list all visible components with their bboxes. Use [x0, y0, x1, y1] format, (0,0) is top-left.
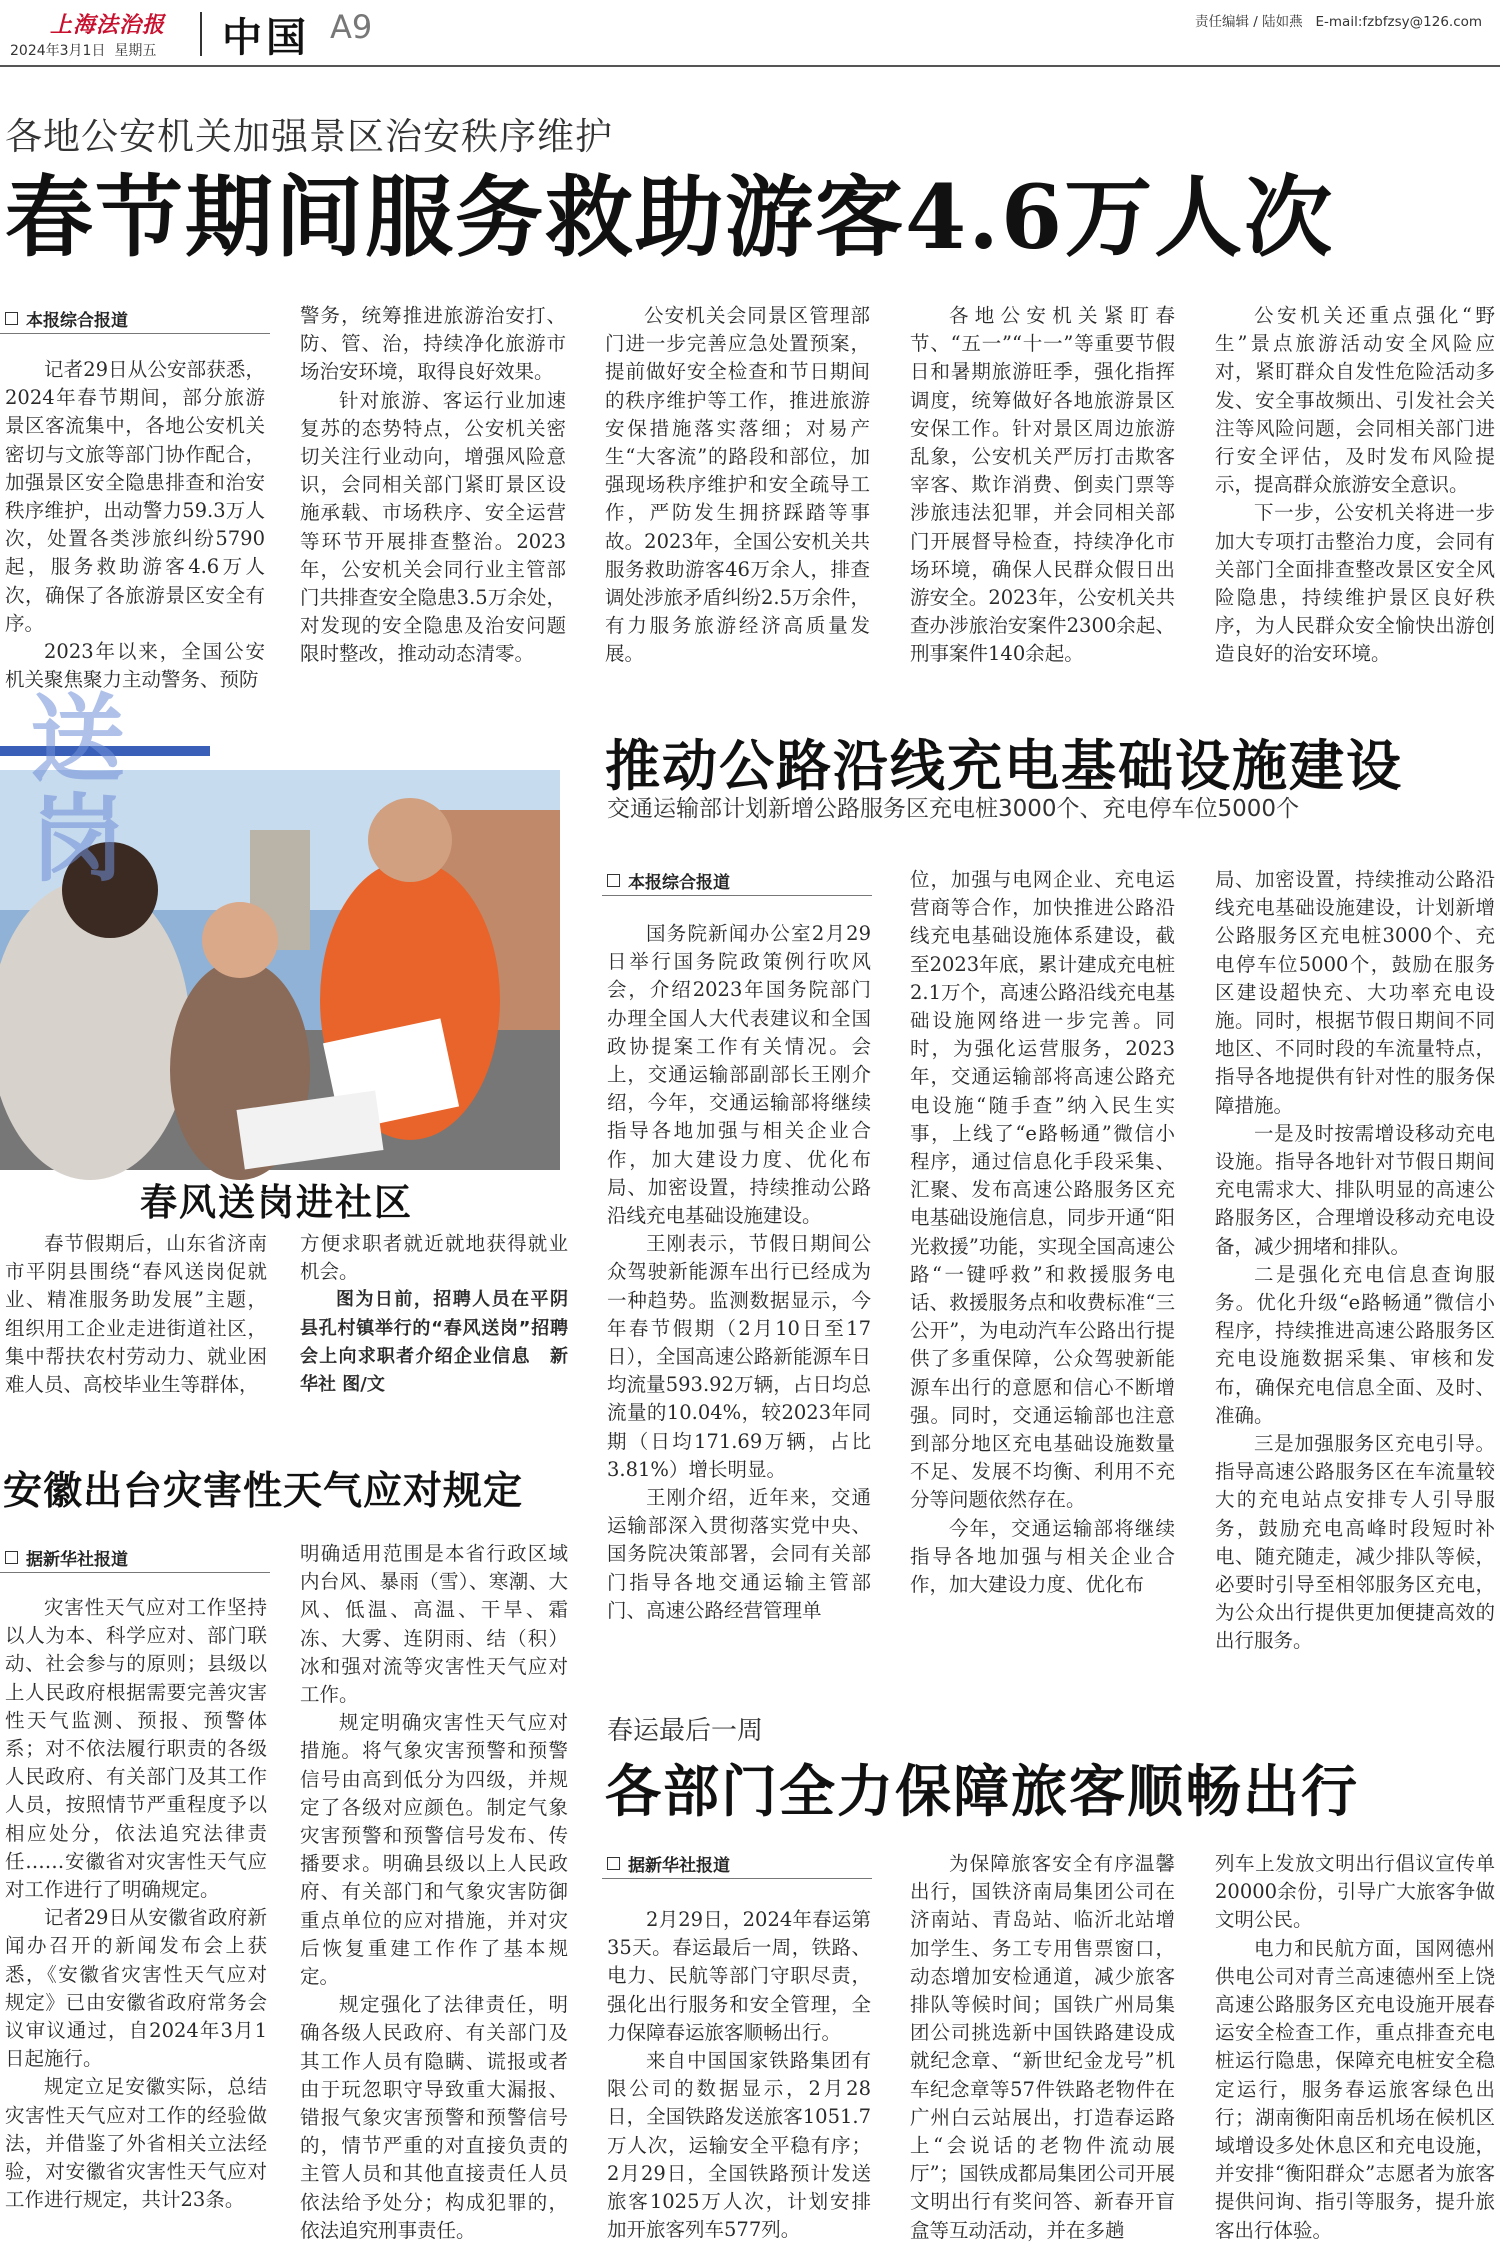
rail-col-3 [1215, 1850, 1495, 2246]
editor-credit: 责任编辑 / 陆如燕 E-mail:fzbfzsy@126.com [1195, 14, 1483, 30]
caption-text: 图为日前，招聘人员在平阴县孔村镇举行的“春风送岗”招聘会上向求职者介绍企业信息 [300, 1289, 568, 1367]
paragraph: 国务院新闻办公室2月29日举行国务院政策例行吹风会，介绍2023年国务院部门办理全国人大代表建议和全国政协提案工作有关情况。会上，交通运输部副部长王刚介绍，今年，交通运输部将继续指导各地加强与相关企业合作，加大建设力度、优化布局、加密设置，持续推动公路沿线充电基础设施建设。 [607, 922, 871, 1228]
photo-col-2 [300, 1230, 568, 1400]
paragraph: 2月29日，2024年春运第35天。春运最后一周，铁路、电力、民航等部门守职尽责，强化出行服务和安全管理，全力保障春运旅客顺畅出行。 [607, 1908, 871, 2044]
paragraph: 针对旅游、客运行业加速复苏的态势特点，公安机关密切关注行业动向，增强风险意识，会同相关部门紧盯景区设施承载、市场秩序、安全运营等环节开展排查整治。2023年，公安机关会同行业主管部门共排查安全隐患3.5万余处，对发现的安全隐患及治安问题限时整改，推动动态清零。 [300, 388, 566, 666]
paragraph: 规定强化了法律责任，明确各级人民政府、有关部门及其工作人员有隐瞒、谎报或者由于玩忽职守导致重大漏报、错报气象灾害预警和预警信号的，情节严重的对直接负责的主管人员和其他直接责任人员依法给予处分；构成犯罪的，依法追究刑事责任。 [300, 1993, 568, 2242]
paragraph: 三是加强服务区充电引导。指导高速公路服务区在车流量较大的充电站点安排专人引导服务，鼓励充电高峰时段短时补电、随充随走，减少排队等候，必要时引导至相邻服务区充电，为公众出行提供更加便捷高效的出行服务。 [1215, 1432, 1495, 1653]
paragraph: 明确适用范围是本省行政区域内台风、暴雨（雪）、寒潮、大风、低温、高温、干旱、霜冻、大雾、连阴雨、结（积）冰和强对流等灾害性天气应对工作。 [300, 1542, 568, 1707]
section-name: 中国 [222, 15, 310, 61]
top-col-4 [910, 302, 1175, 672]
paragraph: 今年，交通运输部将继续指导各地加强与相关企业合作，加大建设力度、优化布 [910, 1516, 1175, 1597]
byline-text: 据新华社报道 [26, 1550, 128, 1570]
byline-text: 本报综合报道 [26, 311, 128, 331]
byline-box-icon [607, 1857, 620, 1870]
paragraph: 规定立足安徽实际，总结灾害性天气应对工作的经验做法，并借鉴了外省相关立法经验，对安徽省灾害性天气应对工作进行规定，共计23条。 [5, 2075, 267, 2212]
masthead-divider [200, 12, 202, 56]
paragraph: 警务，统筹推进旅游治安打、防、管、治，持续净化旅游市场治安环境，取得良好效果。 [300, 304, 566, 384]
badge-calligraphy: 送岗 [30, 684, 126, 895]
paragraph: 春节假期后，山东省济南市平阴县围绕“春风送岗促就业、精准服务助发展”主题，组织用工企业走进街道社区，集中帮扶农村劳动力、就业困难人员、高校毕业生等群体， [5, 1232, 267, 1397]
caption-credit: 新华社 图/文 [300, 1345, 569, 1396]
charging-headline: 推动公路沿线充电基础设施建设 [605, 733, 1404, 798]
paragraph: 王刚介绍，近年来，交通运输部深入贯彻落实党中央、国务院决策部署，会同有关部门指导各地交通运输主管部门、高速公路经营管理单 [607, 1486, 871, 1622]
byline-box-icon [607, 874, 620, 887]
anhui-byline [5, 1545, 128, 1570]
paragraph: 电力和民航方面，国网德州供电公司对青兰高速德州至上饶高速公路服务区充电设施开展春运安全检查工作，重点排查充电桩运行隐患，保障充电桩安全稳定运行，服务春运旅客绿色出行；湖南衡阳南岳机场在候机区域增设多处休息区和充电设施，并安排“衡阳群众”志愿者为旅客提供问询、指引等服务，提升旅客出行体验。 [1215, 1936, 1495, 2242]
top-headline: 春节期间服务救助游客4.6万人次 [5, 165, 1335, 269]
rail-headline: 各部门全力保障旅客顺畅出行 [605, 1759, 1359, 1825]
page-number: A9 [330, 8, 373, 46]
paragraph: 一是及时按需增设移动充电设施。指导各地针对节假日期间充电需求大、排队明显的高速公路服务区，合理增设移动充电设备，减少拥堵和排队。 [1215, 1121, 1495, 1258]
paragraph: 方便求职者就近就地获得就业机会。 [300, 1232, 568, 1284]
rail-col-2 [910, 1850, 1175, 2246]
top-kicker: 各地公安机关加强景区治安秩序维护 [5, 115, 613, 158]
paragraph: 二是强化充电信息查询服务。优化升级“e路畅通”微信小程序，持续推进高速公路服务区充电设施数据采集、审核和发布，确保充电信息全面、及时、准确。 [1215, 1262, 1495, 1427]
charging-col-1 [607, 920, 871, 1668]
paragraph: 记者29日从安徽省政府新闻办召开的新闻发布会上获悉，《安徽省灾害性天气应对规定》已由安徽省政府常务会议审议通过，自2024年3月1日起施行。 [5, 1906, 267, 2071]
masthead-rule [0, 65, 1500, 67]
photo-caption [300, 1286, 568, 1399]
byline-text: 据新华社报道 [628, 1856, 730, 1876]
charging-subhead: 交通运输部计划新增公路服务区充电桩3000个、充电停车位5000个 [607, 796, 1300, 822]
top-col-3 [605, 302, 870, 672]
paragraph: 规定明确灾害性天气应对措施。将气象灾害预警和预警信号由高到低分为四级，并规定了各级对应颜色。制定气象灾害预警和预警信号发布、传播要求。明确县级以上人民政府、有关部门和气象灾害防御重点单位的应对措施，并对灾后恢复重建工作作了基本规定。 [300, 1711, 568, 1989]
byline-box-icon [5, 312, 18, 325]
paragraph: 为保障旅客安全有序温馨出行，国铁济南局集团公司在济南站、青岛站、临沂北站增加学生、务工专用售票窗口，动态增加安检通道，减少旅客排队等候时间；国铁广州局集团公司挑选新中国铁路建设成就纪念章、“新世纪金龙号”机车纪念章等57件铁路老物件在广州白云站展出，打造春运路上“会说话的老物件流动展厅”；国铁成都局集团公司开展文明出行有奖问答、新春开盲盒等互动活动，并在多趟 [910, 1852, 1175, 2242]
paragraph: 下一步，公安机关将进一步加大专项打击整治力度，会同有关部门全面排查整改景区安全风险隐患，持续维护景区良好秩序，为人民群众安全愉快出游创造良好的治安环境。 [1215, 501, 1495, 666]
paragraph: 灾害性天气应对工作坚持以人为本、科学应对、部门联动、社会参与的原则；县级以上人民政府根据需要完善灾害性天气监测、预报、预警体系；对不依法履行职责的各级人民政府、有关部门及其工作人员，按照情节严重程度予以相应处分，依法追究法律责任……安徽省对灾害性天气应对工作进行了明确规定。 [5, 1596, 267, 1902]
paragraph: 公安机关还重点强化“野生”景点旅游活动安全风险应对，紧盯群众自发性危险活动多发、安全事故频出、引发社会关注等风险问题，会同相关部门进行安全评估，及时发布风险提示，提高群众旅游安全意识。 [1215, 304, 1495, 497]
byline-underline [0, 1572, 270, 1573]
top-col-1 [5, 356, 265, 692]
anhui-col-1 [5, 1594, 267, 2244]
rail-col-1 [607, 1906, 871, 2246]
newspaper-logo: 上海法治报 [50, 12, 166, 38]
paragraph: 2023年以来，全国公安机关聚焦聚力主动警务、预防 [5, 640, 265, 692]
top-byline [5, 306, 128, 331]
paragraph: 记者29日从公安部获悉，2024年春节期间，部分旅游景区客流集中，各地公安机关密切与文旅等部门协作配合，加强景区安全隐患排查和治安秩序维护，出动警力59.3万人次，处置各类涉旅纠纷5790起，服务救助游客4.6万人次，确保了各旅游景区安全有序。 [5, 358, 265, 635]
anhui-headline: 安徽出台灾害性天气应对规定 [3, 1468, 524, 1514]
paragraph: 来自中国国家铁路集团有限公司的数据显示，2月28日，全国铁路发送旅客1051.7万人次，运输安全平稳有序；2月29日，全国铁路预计发送旅客1025万人次，计划安排加开旅客列车577列。 [607, 2049, 871, 2242]
paragraph: 王刚表示，节假日期间公众驾驶新能源车出行已经成为一种趋势。监测数据显示，今年春节假期（2月10日至17日），全国高速公路新能源车日均流量593.92万辆，占日均总流量的10.04%，较2023年同期（日均171.69万辆，占比3.81%）增长明显。 [607, 1232, 871, 1481]
photo-col-1 [5, 1230, 267, 1400]
paragraph: 公安机关会同景区管理部门进一步完善应急处置预案，提前做好安全检查和节日期间的秩序维护等工作，推进旅游安保措施落实落细；对易产生“大客流”的路段和部位，加强现场秩序维护和安全疏导工作，严防发生拥挤踩踏等事故。2023年，全国公安机关共服务救助游客46万余人，排查调处涉旅矛盾纠纷2.5万余件，有力服务旅游经济高质量发展。 [605, 304, 871, 666]
charging-col-3 [1215, 866, 1495, 1668]
byline-box-icon [5, 1551, 18, 1564]
paragraph: 局、加密设置，持续推动公路沿线充电基础设施建设，计划新增公路服务区充电桩3000个、充电停车位5000个，鼓励在服务区建设超快充、大功率充电设施。同时，根据节假日期间不同地区、不同时段的车流量特点，指导各地提供有针对性的服务保障措施。 [1215, 868, 1495, 1117]
byline-underline [602, 895, 872, 896]
rail-byline [607, 1851, 730, 1876]
anhui-col-2 [300, 1540, 568, 2245]
paragraph: 位，加强与电网企业、充电运营商等合作，加快推进公路沿线充电基础设施体系建设，截至2023年底，累计建成充电桩2.1万个，高速公路沿线充电基础设施网络进一步完善。同时，为强化运营服务，2023年，交通运输部将高速公路充电设施“随手查”纳入民生实事，上线了“e路畅通”微信小程序，通过信息化手段采集、汇聚、发布高速公路服务区充电基础设施信息，同步开通“阳光救援”功能，实现全国高速公路“一键呼救”和救援服务电话、救援服务点和收费标准“三公开”，为电动汽车公路出行提供了多重保障，公众驾驶新能源车出行的意愿和信心不断增强。同时，交通运输部也注意到部分地区充电基础设施数量不足、发展不均衡、利用不充分等问题依然存在。 [910, 868, 1176, 1512]
byline-underline [602, 1878, 872, 1879]
top-col-2 [300, 302, 566, 672]
byline-underline [0, 333, 270, 334]
byline-text: 本报综合报道 [628, 873, 730, 893]
issue-date: 2024年3月1日 星期五 [10, 43, 157, 59]
charging-col-2 [910, 866, 1175, 1668]
rail-kicker: 春运最后一周 [607, 1716, 764, 1746]
paragraph: 各地公安机关紧盯春节、“五一”“十一”等重要节假日和暑期旅游旺季，强化指挥调度，统筹做好各地旅游景区安保工作。针对景区周边旅游乱象，公安机关严厉打击欺客宰客、欺诈消费、倒卖门票等涉旅违法犯罪，并会同相关部门开展督导检查，持续净化市场环境，确保人民群众假日出游安全。2023年，公安机关共查办涉旅治安案件2300余起、刑事案件140余起。 [910, 304, 1175, 666]
charging-byline [607, 868, 730, 893]
paragraph: 列车上发放文明出行倡议宣传单20000余份，引导广大旅客争做文明公民。 [1215, 1852, 1495, 1932]
photo-story-title: 春风送岗进社区 [140, 1180, 413, 1224]
top-col-5 [1215, 302, 1495, 672]
